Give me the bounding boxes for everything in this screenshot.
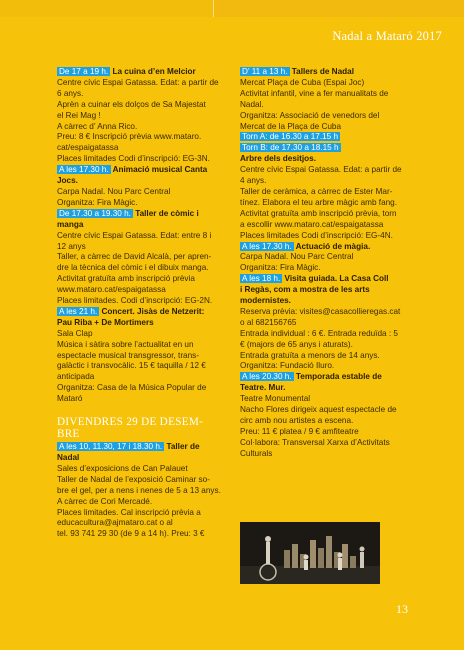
event-text: Organitza: Fira Màgic. [57,197,138,207]
event-text: A càrrec de Cori Mercadé. [57,496,153,506]
time-tag: D’ 11 a 13 h. [242,67,288,76]
event-text: Activitat infantil, vine a fer manualitats de [240,88,389,98]
event-text: Mataró [57,394,83,404]
circus-stage-photo [240,522,380,584]
event-text: Preu: 8 € Inscripció prèvia www.mataro. [57,132,202,142]
event-text: Aprèn a cuinar els dolços de Sa Majestat [57,99,206,109]
event-title: Concert. Jisàs de Netzerit: [99,306,205,316]
event-text: Mercat Plaça de Cuba (Espai Joc) [240,77,365,87]
time-tag: A les 17.30 h. [59,165,109,175]
time-tag: A les 21 h. [59,306,98,316]
event-text: Centre cívic Espai Gatassa. Edat: a partir de [240,165,402,175]
event-text: a escollir www.mataro.cat/espaigatassa [240,219,384,229]
time-tag: Torn B: de 17.30 a 18.15 h [242,143,339,153]
event-text: Places limitades Codi d’inscripció: EG-3N. [57,154,210,164]
event-text: Organitza: Associació de venedors del [240,110,380,120]
event-title: Visita guiada. La Casa Coll [282,274,389,284]
event-text: Organitza: Fundació Iluro. [240,361,335,371]
event-heading [57,442,225,453]
event-text: Música i sàtira sobre l’actualitat en un [57,339,194,349]
event-text: Organitza: Fira Màgic. [240,263,321,273]
time-tag: A les 17.30 h. [242,241,292,251]
event-text: Organitza: Casa de la Música Popular de [57,383,207,393]
event-text: A càrrec d’ Anna Rico. [57,121,138,131]
event-title-cont: Pau Riba + De Mortimers [57,317,154,327]
event-text: Centre cívic Espai Gatassa. Edat: a partir de [57,77,219,87]
event-text: educacultura@ajmataro.cat o al [57,518,173,528]
day-title-line1: DIVENDRES 29 DE DESEM- [57,416,204,429]
event-text: dre la tècnica del còmic i el dibuix manga. [57,263,209,273]
event-text: bre el gel, per a nens i nenes de 5 a 13 anys. [57,485,221,495]
time-tag: A les 18 h. [242,274,281,284]
event-text: Places limitades. Codi d’inscripció: EG-2N. [57,296,213,306]
event-text: Sales d’exposicions de Can Palauet [57,463,188,473]
event-text: el Rei Mag ! [57,110,101,120]
time-tag: De 17.30 a 19.30 h. [59,208,131,218]
stage-illustration [240,522,380,584]
event-text: cat/espaigatassa [57,143,119,153]
event-text: Taller de ceràmica, a càrrec de Ester Mar- [240,186,393,196]
event-text: Culturals [240,448,273,458]
event-subtitle: Arbre dels desitjos. [240,154,316,164]
event-heading [240,274,408,285]
event-text: 6 anys. [57,88,84,98]
event-title: Temporada estable de [293,372,382,382]
event-title-cont: modernistes. [240,296,291,306]
event-heading [57,165,225,176]
event-title: La cuina d’en Melcior [110,67,196,76]
event-text: 4 anys. [240,176,267,186]
event-title: Animació musical Canta [110,165,208,175]
right-column [240,67,408,460]
event-text: Teatre Monumental [240,394,311,404]
page-header-title: Nadal a Mataró 2017 [332,29,442,43]
event-text: Places limitades Codi d’inscripció: EG-4N. [240,230,393,240]
event-text: Activitat gratuïta amb inscripció prèvia, torn [240,208,397,218]
time-tag: A les 20.30 h. [242,372,292,382]
event-text: galàctic i transvocàlic. 15 € taquilla / 12 € [57,361,206,371]
event-text: Taller, a càrrec de David Alcalà, per apren- [57,252,212,262]
event-title-cont: i Regàs, com a mostra de les arts [240,285,370,295]
event-heading [57,67,225,78]
event-title-cont: Teatre. Mur. [240,383,286,393]
event-title-cont: Jocs. [57,176,78,186]
top-band [0,0,464,17]
event-text: Entrada individual : 6 €. Entrada reduïda : 5 [240,328,398,338]
event-title: Taller de còmic i [132,208,199,218]
event-text: Centre cívic Espai Gatassa. Edat: entre 8 i [57,230,212,240]
event-text: € (majors de 65 anys i aturats). [240,339,353,349]
day-title-line2: BRE [57,427,80,440]
event-text: Sala Clap [57,328,93,338]
torn-a-line [240,132,408,143]
event-text: Carpa Nadal. Nou Parc Central [240,252,354,262]
event-text: Preu: 11 € platea / 9 € amfiteatre [240,426,359,436]
event-heading [57,209,225,220]
torn-b-line [240,143,408,154]
event-text: Places limitades. Cal inscripció prèvia a [57,507,201,517]
time-tag: A les 10, 11.30, 17 i 18.30 h. [59,442,163,452]
event-text: anticipada [57,372,95,382]
event-heading [57,307,225,318]
event-title: Actuació de màgia. [293,241,371,251]
event-text: Nadal. [240,99,264,109]
event-text: Entrada gratuïta a menors de 14 anys. [240,350,380,360]
event-title: Taller de [164,442,200,452]
event-heading [240,242,408,253]
event-text: circ amb nou artistes a escena. [240,416,354,425]
event-text: tel. 93 741 29 30 (de 9 a 14 h). Preu: 3 € [57,529,205,539]
event-text: Reserva prèvia: visites@casacollieregas.cat [240,306,401,316]
event-heading [240,372,408,383]
event-text: 12 anys [57,241,86,251]
event-text: Mercat de la Plaça de Cuba [240,121,342,131]
event-text: Carpa Nadal. Nou Parc Central [57,186,171,196]
event-text: Activitat gratuïta amb inscripció prèvia [57,274,195,284]
event-title-cont: manga [57,219,84,229]
event-text: www.mataro.cat/espaigatassa [57,285,166,295]
event-title-cont: Nadal [57,453,80,462]
event-text: espectacle musical transgressor, trans- [57,350,199,360]
day-section-title [57,417,225,440]
event-text: o al 682156765 [240,317,297,327]
event-text: Taller de Nadal de l’exposició Caminar so- [57,474,210,484]
left-column [57,67,225,540]
event-text: Nacho Flores dirigeix aquest espectacle de [240,405,397,415]
page-number: 13 [396,602,408,616]
event-text: Col·labora: Transversal Xarxa d’Activitats [240,437,390,447]
event-heading [240,67,408,78]
time-tag: Torn A: de 16.30 a 17.15 h [242,132,339,142]
top-band-left [0,0,214,17]
event-text: tínez. Elabora el teu arbre màgic amb fang. [240,197,398,207]
event-title: Tallers de Nadal [289,67,354,76]
time-tag: De 17 a 19 h. [59,67,109,76]
